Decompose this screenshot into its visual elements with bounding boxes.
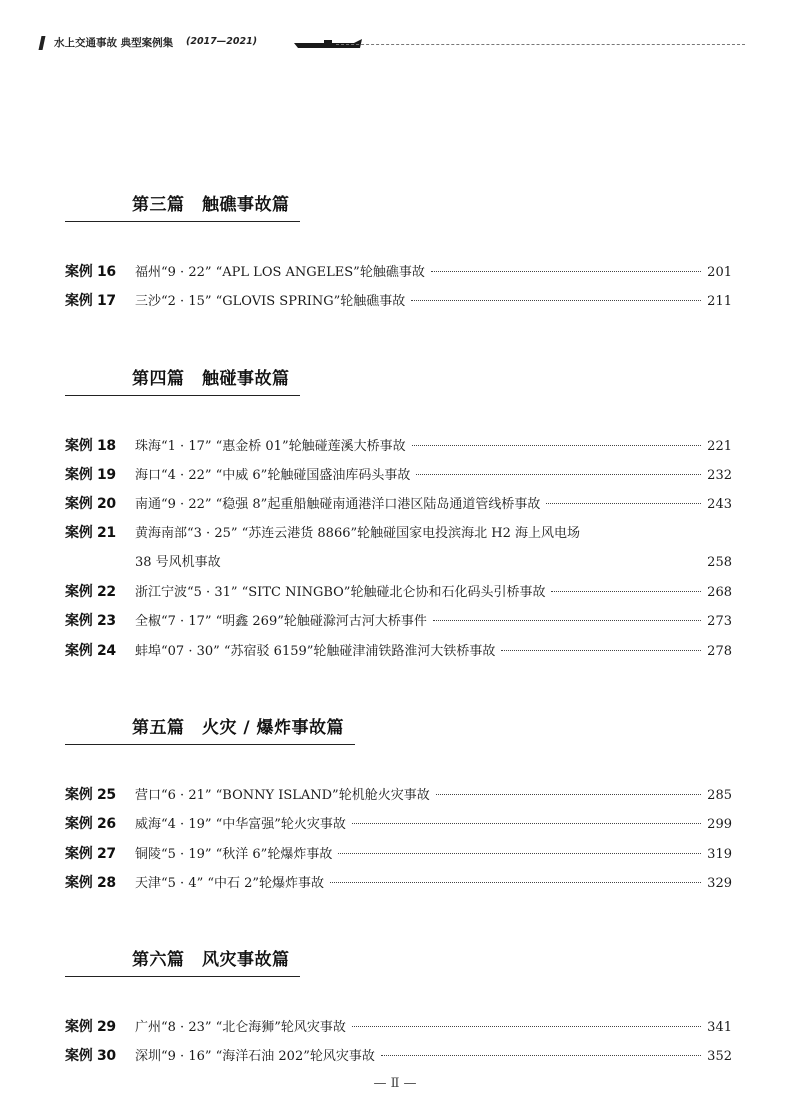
page-number: 278 [707,644,732,659]
case-title: 海口“4 · 22” “中威 6”轮触碰国盛油库码头事故 [135,468,411,483]
part-rule [65,221,300,222]
part-title: 第三篇 触礁事故篇 [132,195,290,215]
case-number: 案例 17 [65,293,116,309]
case-number: 案例 22 [65,584,116,600]
page-number: 201 [707,265,732,280]
leader-dots [352,823,701,824]
part-heading [65,190,300,222]
case-title: 天津“5 · 4” “中石 2”轮爆炸事故 [135,876,325,891]
page-number: 352 [707,1049,732,1064]
page-number: 243 [707,497,732,512]
case-number: 案例 18 [65,438,116,454]
leader-dots [416,474,701,475]
leader-dots [431,271,701,272]
case-number: 案例 29 [65,1019,116,1035]
toc-entry[interactable] [65,578,732,602]
leader-dots [381,1055,701,1056]
case-number: 案例 19 [65,467,116,483]
page-number: 329 [707,876,732,891]
running-header [40,34,745,54]
leader-dots [546,503,701,504]
case-title: 威海“4 · 19” “中华富强”轮火灾事故 [135,817,346,832]
page-number: 258 [707,555,732,570]
case-title: 福州“9 · 22” “APL LOS ANGELES”轮触礁事故 [135,265,425,280]
page-number: 273 [707,614,732,629]
toc-entry[interactable] [65,1013,732,1037]
case-number: 案例 26 [65,816,116,832]
toc-entry[interactable] [65,432,732,456]
case-number: 案例 25 [65,787,116,803]
case-number: 案例 27 [65,846,116,862]
part-title: 第六篇 风灾事故篇 [132,950,290,970]
page-number: 268 [707,585,732,600]
case-number: 案例 30 [65,1048,116,1064]
part-rule [65,976,300,977]
case-number: 案例 16 [65,264,116,280]
page-number: 285 [707,788,732,803]
leader-dots [433,620,701,621]
part-title: 第四篇 触碰事故篇 [132,369,290,389]
book-title: 水上交通事故 典型案例集 [54,37,174,49]
case-title: 南通“9 · 22” “稳强 8”起重船触碰南通港洋口港区陆岛通道管线桥事故 [135,497,541,512]
case-title: 营口“6 · 21” “BONNY ISLAND”轮机舱火灾事故 [135,788,430,803]
page-number: 211 [707,294,732,309]
leader-dots [551,591,701,592]
part-heading [65,364,300,396]
page-number: 221 [707,439,732,454]
leader-dots [411,300,701,301]
part-rule [65,744,355,745]
case-number: 案例 28 [65,875,116,891]
book-years: (2017—2021) [186,36,258,47]
page-number: 319 [707,847,732,862]
case-title: 黄海南部“3 · 25” “苏连云港货 8866”轮触碰国家电投滨海北 H2 海上风电场 [135,526,581,541]
toc-entry[interactable] [65,258,732,282]
header-accent-bar [39,36,46,50]
page-number: 232 [707,468,732,483]
case-title: 浙江宁波“5 · 31” “SITC NINGBO”轮触碰北仑协和石化码头引桥事故 [135,585,546,600]
part-rule [65,395,300,396]
case-title-continued: 38 号风机事故 [135,555,221,570]
toc-entry[interactable] [65,461,732,485]
leader-dots [330,882,701,883]
leader-dots [412,445,702,446]
case-number: 案例 21 [65,525,116,541]
case-number: 案例 20 [65,496,116,512]
leader-dots [352,1026,701,1027]
toc-entry[interactable] [65,840,732,864]
case-title: 深圳“9 · 16” “海洋石油 202”轮风灾事故 [135,1049,375,1064]
toc-entry[interactable] [65,287,732,311]
toc-entry[interactable] [65,519,732,573]
case-title: 广州“8 · 23” “北仑海狮”轮风灾事故 [135,1020,346,1035]
toc-entry[interactable] [65,607,732,631]
case-number: 案例 24 [65,643,116,659]
toc-entry[interactable] [65,637,732,661]
leader-dots [338,853,701,854]
case-title: 全椒“7 · 17” “明鑫 269”轮触碰滁河古河大桥事件 [135,614,427,629]
part-heading [65,713,355,745]
page-number: 299 [707,817,732,832]
toc-entry[interactable] [65,1042,732,1066]
page-footer: — Ⅱ — [373,1076,417,1091]
case-title: 珠海“1 · 17” “惠金桥 01”轮触碰莲溪大桥事故 [135,439,406,454]
part-title: 第五篇 火灾 / 爆炸事故篇 [132,718,345,738]
case-number: 案例 23 [65,613,116,629]
leader-dots [501,650,701,651]
toc-entry[interactable] [65,810,732,834]
toc-entry[interactable] [65,781,732,805]
leader-dots [436,794,701,795]
page-number: 341 [707,1020,732,1035]
toc-entry[interactable] [65,869,732,893]
header-rule [336,44,745,45]
toc-entry[interactable] [65,490,732,514]
case-title: 铜陵“5 · 19” “秋洋 6”轮爆炸事故 [135,847,333,862]
part-heading [65,945,300,977]
case-title: 三沙“2 · 15” “GLOVIS SPRING”轮触礁事故 [135,294,406,309]
case-title: 蚌埠“07 · 30” “苏宿驳 6159”轮触碰津浦铁路淮河大铁桥事故 [135,644,496,659]
